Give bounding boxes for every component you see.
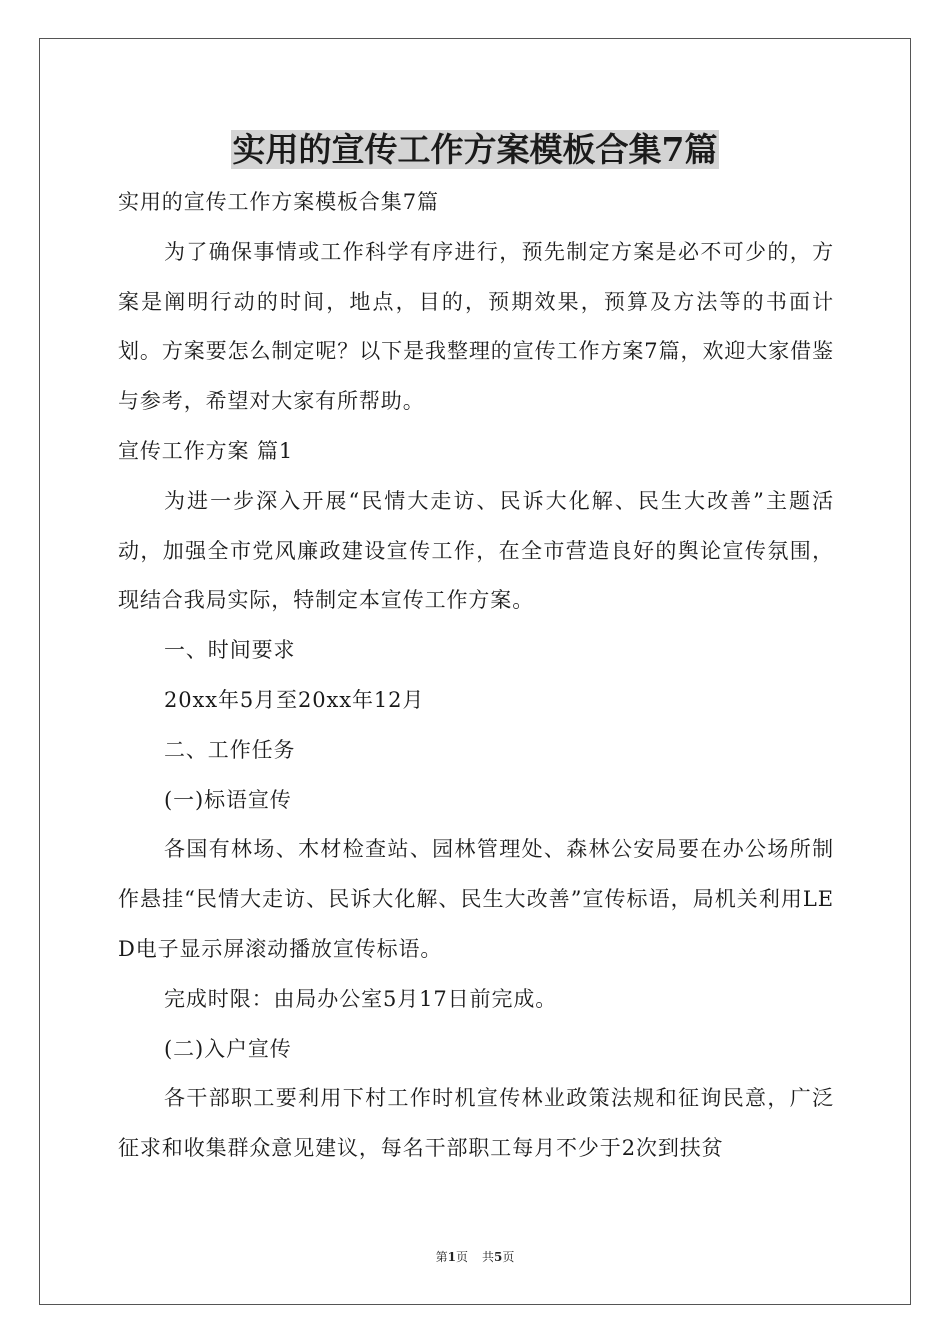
total-label-suffix: 页	[502, 1250, 515, 1264]
page-label-suffix: 页	[455, 1250, 468, 1264]
section-heading: 宣传工作方案 篇1	[118, 438, 294, 463]
paragraph: 20xx年5月至20xx年12月	[164, 687, 425, 712]
paragraph: 实用的宣传工作方案模板合集7篇	[118, 190, 439, 214]
paragraph: (二)入户宣传	[164, 1036, 292, 1061]
document-title-text: 实用的宣传工作方案模板合集7篇	[232, 130, 718, 169]
paragraph: (一)标语宣传	[164, 787, 292, 812]
page-number: 1	[447, 1250, 456, 1264]
total-pages: 5	[494, 1250, 503, 1264]
paragraph: 完成时限：由局办公室5月17日前完成。	[164, 986, 558, 1011]
paragraph: 为了确保事情或工作科学有序进行，预先制定方案是必不可少的，方案是阐明行动的时间，地点，目的，预期效果，预算及方法等的书面计划。方案要怎么制定呢？以下是我整理的宣传工作方案7篇，欢迎大家借鉴与参考，希望对大家有所帮助。	[118, 239, 834, 414]
total-label-prefix: 共	[482, 1250, 495, 1264]
page-footer	[0, 1249, 950, 1265]
paragraph: 为进一步深入开展“民情大走访、民诉大化解、民生大改善”主题活动，加强全市党风廉政建设宣传工作，在全市营造良好的舆论宣传氛围，现结合我局实际，特制定本宣传工作方案。	[118, 488, 834, 613]
page-label-prefix: 第	[435, 1250, 448, 1264]
paragraph: 各干部职工要利用下村工作时机宣传林业政策法规和征询民意，广泛征求和收集群众意见建议，每名干部职工每月不少于2次到扶贫	[118, 1086, 834, 1161]
document-title	[0, 128, 950, 172]
paragraph: 二、工作任务	[164, 737, 296, 762]
document-body	[118, 178, 834, 1174]
paragraph: 一、时间要求	[164, 638, 296, 663]
paragraph: 各国有林场、木材检查站、园林管理处、森林公安局要在办公场所制作悬挂“民情大走访、民诉大化解、民生大改善”宣传标语，局机关利用LED电子显示屏滚动播放宣传标语。	[118, 837, 834, 961]
